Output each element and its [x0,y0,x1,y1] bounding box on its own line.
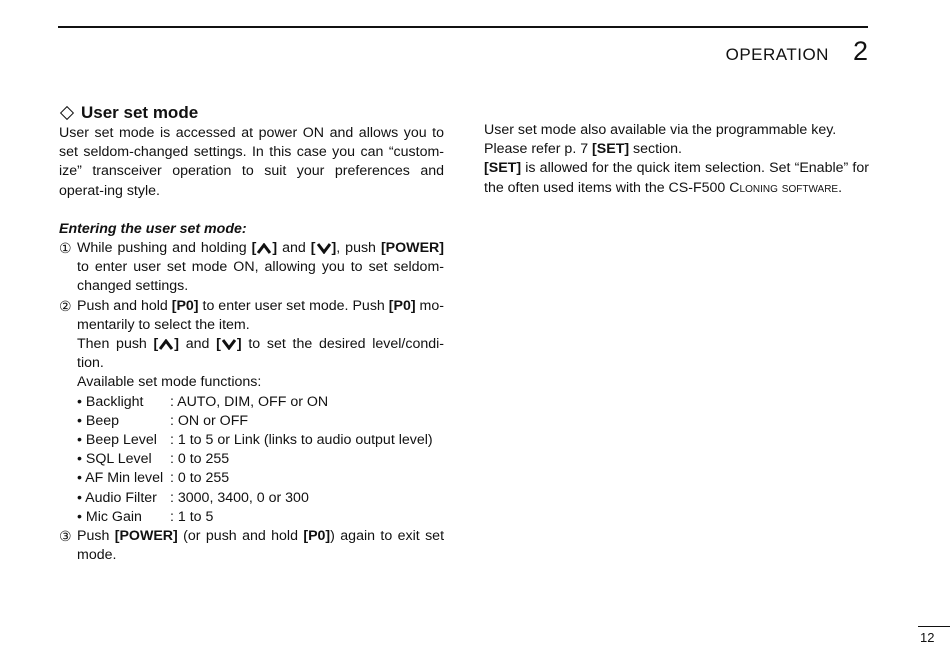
key-power: [POWER] [114,528,178,545]
section-title: OPERATION [725,45,829,64]
key-p0: [P0] [171,297,199,314]
page-number: 12 [920,630,935,645]
key-down: [ ] [216,336,242,353]
heading-text: User set mode [81,103,199,122]
step-number: ① [59,240,72,257]
function-item: • Audio Filter : 3000, 3400, 0 or 300 [77,489,309,506]
functions-intro: Available set mode functions: [77,374,262,391]
key-p0: [P0] [388,297,416,314]
section-heading [59,103,444,123]
step-2: ② Push and hold [P0] to enter user set mode. Push [P0] mo-mentarily to select the item. Then push [ ] and [ ] to set the desired level/condi-tion. Available set mode functions: • Backlight : AUTO, DIM, OFF or ON • Beep : ON or OFF • Beep Level : 1 to 5 or Link (links to audio output level) • SQL Level : 0 to 255 • AF Min level : 0 to 255 • Audio Filter : 3000, 3400, 0 or 300 • Mic Gain : 1 to 5 [59,297,444,527]
step-3: ③ Push [POWER] (or push and hold [P0]) again to exit set mode. [59,527,444,565]
page-header [726,36,868,67]
function-item: • Beep Level : 1 to 5 or Link (links to audio output level) [77,432,433,449]
chapter-number: 2 [852,36,868,66]
chevron-up-icon [159,339,173,350]
function-list [77,393,444,527]
function-item: • SQL Level : 0 to 255 [77,451,230,468]
function-item: • AF Min level : 0 to 255 [77,470,230,487]
step-number: ② [59,297,72,314]
key-up: [ ] [251,240,278,257]
left-column [59,103,444,565]
chevron-up-icon [257,243,271,254]
key-power: [POWER] [380,240,445,257]
step-1: ① While pushing and holding [ ] and [ ], push [POWER] to enter user set mode ON, allowing you to set seldom-changed settings. [59,239,444,297]
diamond-icon [60,106,74,120]
right-column [484,121,869,198]
right-paragraph-2: [SET] is allowed for the quick item selection. Set “Enable” for the often used items with the CS-F500 Cloning software. [484,160,869,196]
intro-paragraph: User set mode is accessed at power ON and allows you to set seldom-changed settings. In this case you can “custom-ize” transceiver operation to suit your preferences and operat-ing style. [59,125,444,199]
key-up: [ ] [153,336,180,353]
subheading: Entering the user set mode: [59,220,247,237]
key-down: [ ] [310,240,337,257]
function-item: • Backlight : AUTO, DIM, OFF or ON [77,393,329,410]
step-number: ③ [59,528,72,545]
chevron-down-icon [222,339,236,350]
chevron-down-icon [317,243,331,254]
key-p0: [P0] [303,528,331,545]
right-paragraph-1: User set mode also available via the programmable key. Please refer p. 7 [SET] section. [484,122,837,158]
function-item: • Mic Gain : 1 to 5 [77,508,214,525]
top-rule [58,26,868,28]
function-item: • Beep : ON or OFF [77,412,249,429]
page-number-rule [918,626,950,627]
